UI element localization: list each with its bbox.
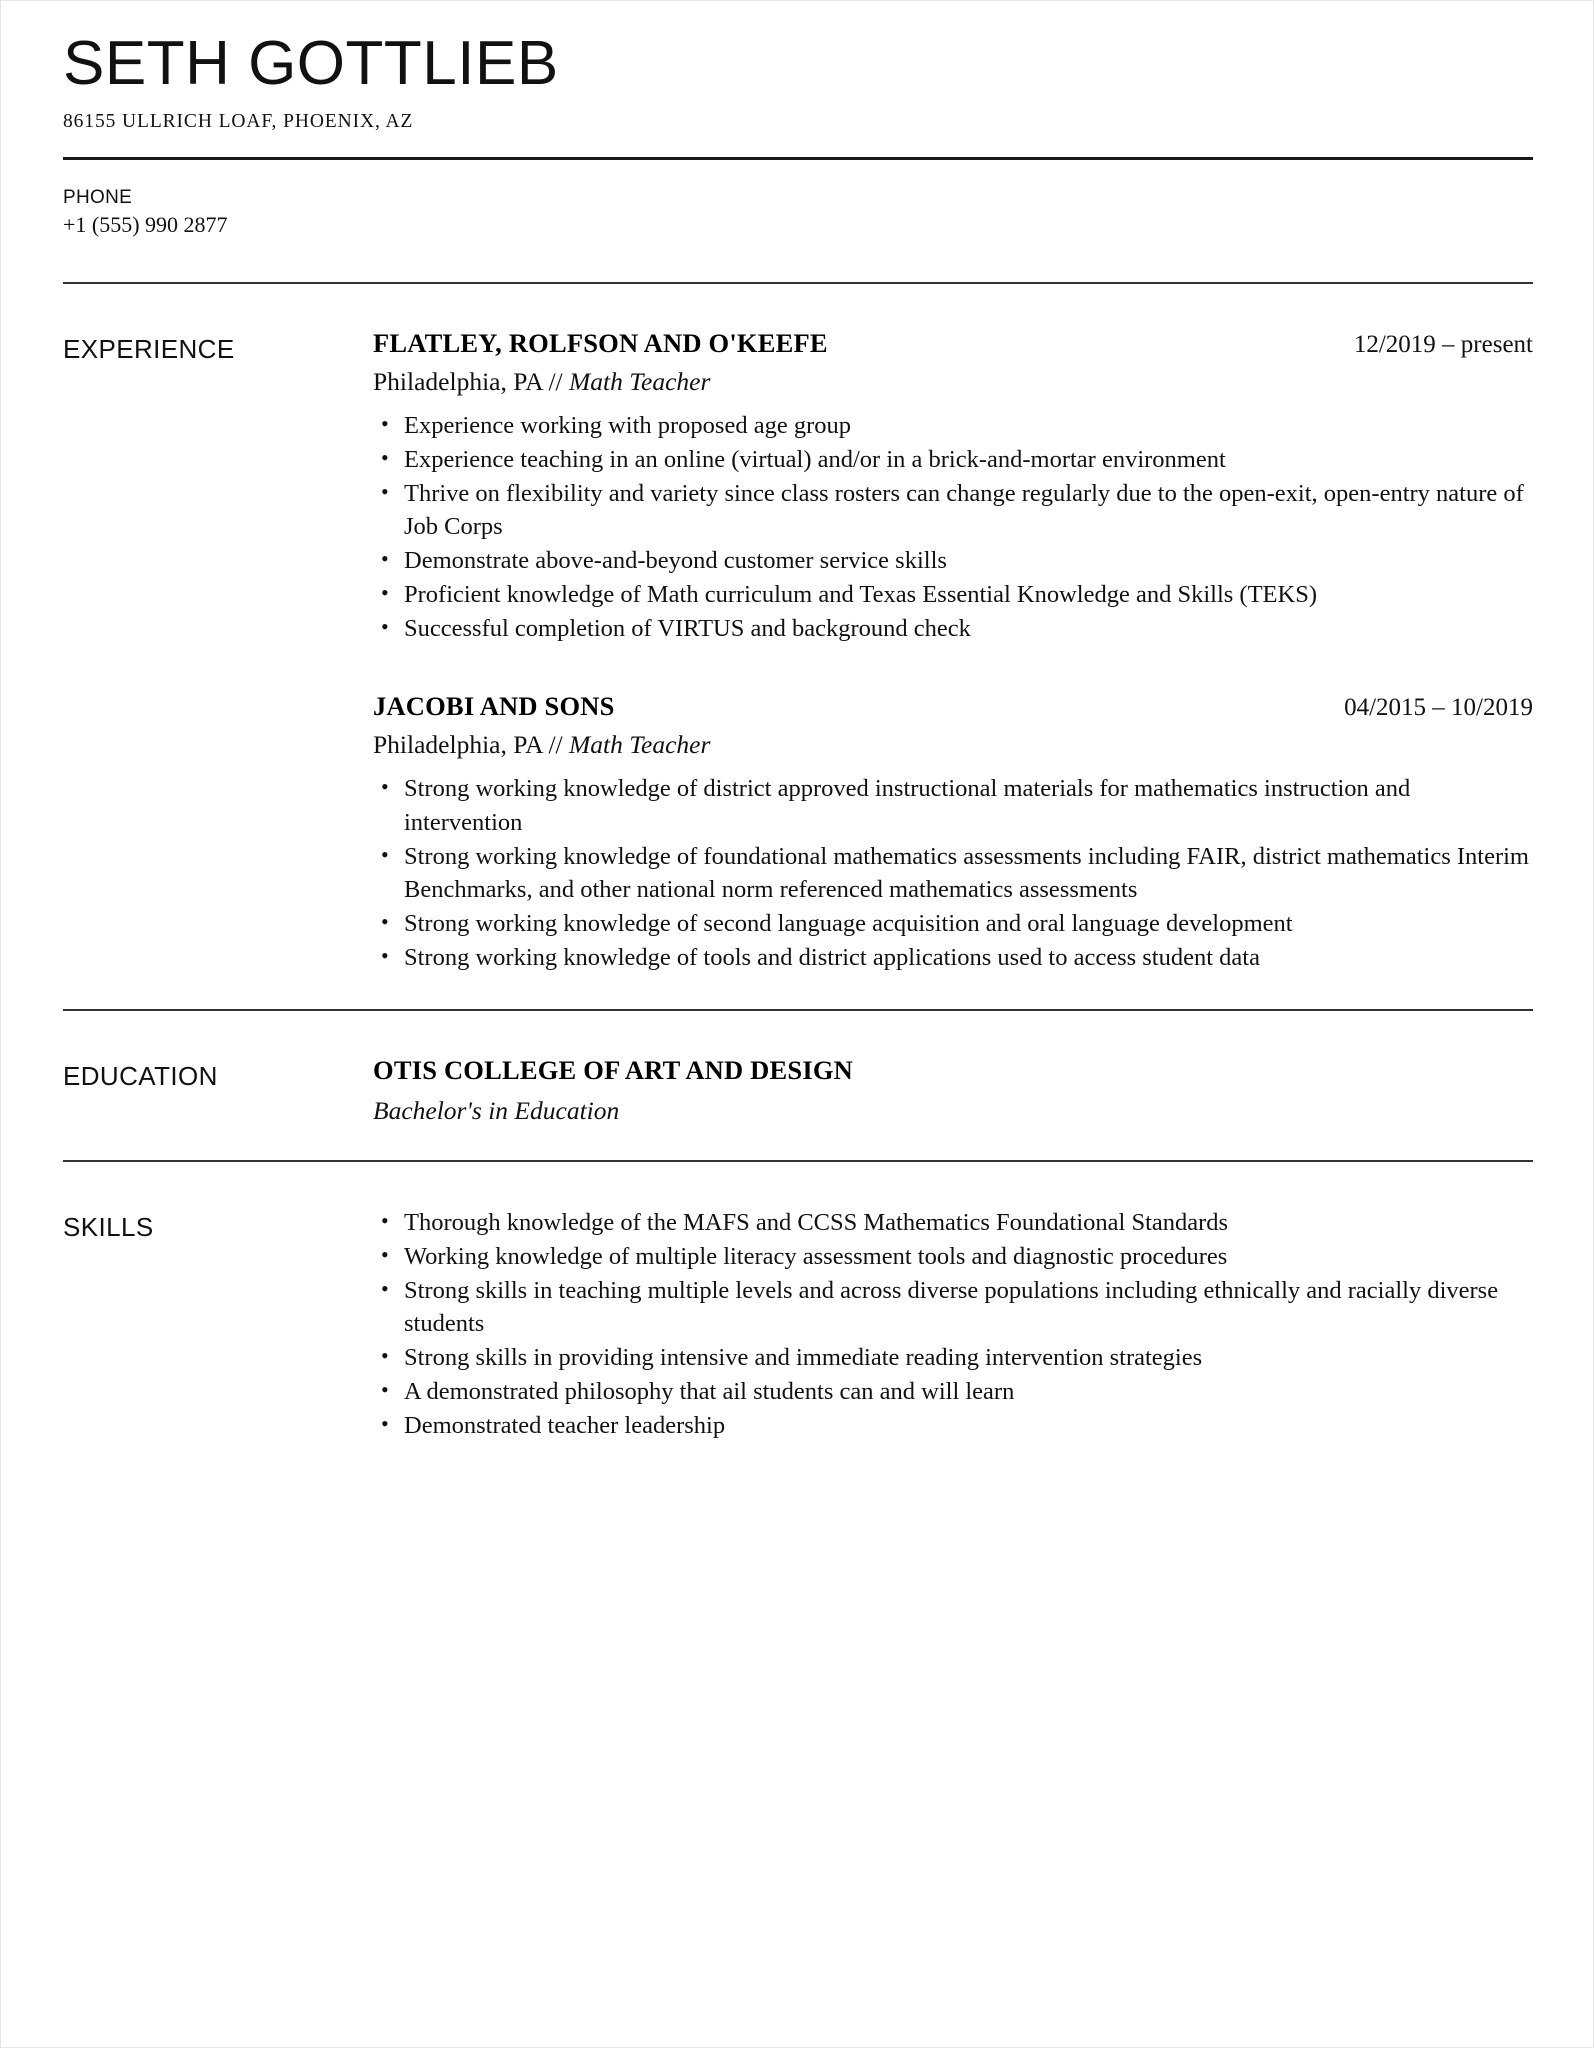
bullet-text: Demonstrated teacher leadership (404, 1412, 726, 1440)
page-title: SETH GOTTLIEB (63, 29, 559, 98)
experience-label-column (63, 328, 373, 365)
bullet-icon: • (381, 1207, 389, 1233)
bullet-text: A demonstrated philosophy that ail students can and will learn (404, 1378, 1015, 1406)
bullet-icon: • (381, 411, 389, 437)
bullet-icon: • (381, 546, 389, 572)
bullet-icon: • (381, 479, 389, 505)
bullet-icon: • (381, 445, 389, 471)
page-content (63, 1, 1533, 1477)
header-address: 86155 ULLRICH LOAF, PHOENIX, AZ (63, 110, 414, 132)
bullet-text: Strong working knowledge of district approved instructional materials for mathematics instruction and intervention (404, 775, 1411, 836)
bullet-text: Thorough knowledge of the MAFS and CCSS Mathematics Foundational Standards (404, 1208, 1229, 1236)
bullet-text: Strong skills in providing intensive and immediate reading intervention strategies (404, 1344, 1203, 1372)
bullet-text: Strong skills in teaching multiple levels and across diverse populations including ethnically and racially diverse students (404, 1276, 1499, 1338)
phone-value: +1 (555) 990 2877 (63, 212, 228, 238)
education-label-column (63, 1055, 373, 1092)
employment-dates: 04/2015 – 10/2019 (1344, 694, 1533, 722)
bullet-icon: • (381, 1343, 389, 1369)
skills-bullet-list (373, 1206, 1533, 1442)
employer-name: JACOBI AND SONS (373, 691, 615, 722)
bullet-icon: • (381, 580, 389, 606)
list-item (373, 1206, 1533, 1239)
skills-body (373, 1206, 1533, 1443)
bullet-text: Working knowledge of multiple literacy assessment tools and diagnostic procedures (404, 1242, 1228, 1270)
list-item (373, 907, 1533, 940)
bullet-text: Strong working knowledge of tools and district applications used to access student data (404, 943, 1260, 971)
list-item (373, 578, 1533, 611)
bullet-icon: • (381, 942, 389, 968)
list-item (373, 1409, 1533, 1442)
entry-header (373, 691, 1533, 722)
bullet-icon: • (381, 908, 389, 934)
section-education (63, 1011, 1533, 1160)
section-heading-skills: SKILLS (63, 1211, 154, 1242)
entry-subline (373, 367, 1533, 397)
list-item (373, 544, 1533, 577)
bullet-text: Proficient knowledge of Math curriculum and Texas Essential Knowledge and Skills (TEKS) (404, 581, 1317, 609)
experience-bullet-list (373, 772, 1533, 973)
bullet-text: Successful completion of VIRTUS and background check (404, 615, 971, 643)
bullet-icon: • (381, 841, 389, 867)
experience-entry (373, 691, 1533, 973)
list-item (373, 941, 1533, 974)
list-item (373, 612, 1533, 645)
employer-location: Philadelphia, PA // (373, 730, 563, 760)
job-title: Math Teacher (569, 367, 711, 397)
bullet-icon: • (381, 1411, 389, 1437)
employer-location: Philadelphia, PA // (373, 367, 563, 397)
list-item (373, 1341, 1533, 1374)
bullet-icon: • (381, 1241, 389, 1267)
list-item (373, 772, 1533, 838)
entry-header (373, 328, 1533, 359)
bullet-icon: • (381, 774, 389, 800)
list-item (373, 409, 1533, 442)
school-name: OTIS COLLEGE OF ART AND DESIGN (373, 1054, 853, 1085)
resume-header (63, 1, 1533, 133)
bullet-text: Experience teaching in an online (virtual) and/or in a brick-and-mortar environment (404, 446, 1226, 474)
list-item (373, 443, 1533, 476)
job-title: Math Teacher (569, 730, 711, 760)
bullet-text: Demonstrate above-and-beyond customer service skills (404, 547, 947, 575)
bullet-icon: • (381, 1377, 389, 1403)
list-item (373, 1274, 1533, 1340)
education-entry (373, 1055, 1533, 1126)
phone-label: PHONE (63, 186, 133, 208)
bullet-icon: • (381, 614, 389, 640)
list-item (373, 840, 1533, 906)
employment-dates: 12/2019 – present (1353, 331, 1533, 359)
section-heading-education: EDUCATION (63, 1060, 218, 1091)
skills-label-column (63, 1206, 373, 1243)
employer-name: FLATLEY, ROLFSON AND O'KEEFE (373, 328, 828, 359)
degree-name: Bachelor's in Education (373, 1095, 620, 1125)
experience-body (373, 328, 1533, 975)
list-item (373, 1375, 1533, 1408)
bullet-text: Strong working knowledge of foundational mathematics assessments including FAIR, district mathematics Interim Benchmarks, and other national norm referenced mathematics assessments (404, 842, 1529, 903)
list-item (373, 477, 1533, 543)
bullet-icon: • (381, 1275, 389, 1301)
entry-subline (373, 730, 1533, 760)
bullet-text: Strong working knowledge of second language acquisition and oral language development (404, 909, 1293, 937)
section-skills (63, 1162, 1533, 1477)
experience-bullet-list (373, 409, 1533, 645)
bullet-text: Experience working with proposed age group (404, 412, 851, 440)
list-item (373, 1240, 1533, 1273)
section-experience (63, 284, 1533, 1009)
education-body (373, 1055, 1533, 1126)
section-heading-experience: EXPERIENCE (63, 334, 235, 365)
contact-block (63, 160, 1533, 282)
bullet-text: Thrive on flexibility and variety since class rosters can change regularly due to the open-exit, open-entry nature of Job Corps (404, 480, 1524, 541)
experience-entry (373, 328, 1533, 645)
